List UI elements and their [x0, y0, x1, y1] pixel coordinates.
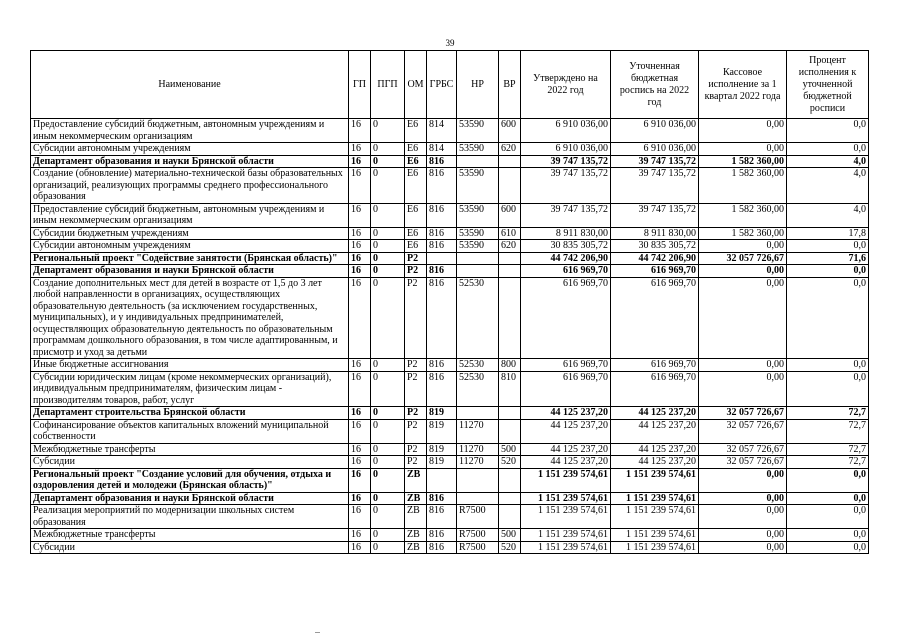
- cell-approved: 1 151 239 574,61: [521, 541, 611, 554]
- cell-name: Субсидии автономным учреждениям: [31, 143, 349, 156]
- table-header-row: [31, 51, 869, 119]
- cell-pp: 0: [371, 227, 405, 240]
- cell-vr: [499, 277, 521, 359]
- cell-gp: 16: [349, 443, 371, 456]
- cell-gp: 16: [349, 155, 371, 168]
- cell-gp: 16: [349, 541, 371, 554]
- cell-refined: 44 125 237,20: [611, 456, 699, 469]
- cell-pp: 0: [371, 203, 405, 227]
- cell-pp: 0: [371, 443, 405, 456]
- header-name: Наименование: [31, 51, 349, 119]
- cell-om: P2: [405, 456, 427, 469]
- cell-cash: 0,00: [699, 143, 787, 156]
- cell-name: Региональный проект "Содействие занятости (Брянская область)": [31, 252, 349, 265]
- cell-percent: 0,0: [787, 119, 869, 143]
- cell-np: [457, 407, 499, 420]
- cell-vr: [499, 468, 521, 492]
- cell-refined: 44 125 237,20: [611, 419, 699, 443]
- cell-grbs: 819: [427, 419, 457, 443]
- cell-vr: 610: [499, 227, 521, 240]
- cell-gp: 16: [349, 240, 371, 253]
- cell-percent: 0,0: [787, 505, 869, 529]
- cell-refined: 1 151 239 574,61: [611, 505, 699, 529]
- cell-om: E6: [405, 155, 427, 168]
- cell-approved: 6 910 036,00: [521, 143, 611, 156]
- cell-percent: 0,0: [787, 371, 869, 407]
- cell-om: P2: [405, 265, 427, 278]
- cell-vr: 600: [499, 203, 521, 227]
- cell-om: E6: [405, 168, 427, 204]
- cell-cash: 0,00: [699, 265, 787, 278]
- cell-gp: 16: [349, 168, 371, 204]
- cell-grbs: 819: [427, 407, 457, 420]
- cell-cash: 1 582 360,00: [699, 203, 787, 227]
- cell-name: Региональный проект "Создание условий для обучения, отдыха и оздоровления детей и молодежи (Брянская область)": [31, 468, 349, 492]
- cell-om: ZB: [405, 492, 427, 505]
- cell-vr: [499, 492, 521, 505]
- cell-pp: 0: [371, 265, 405, 278]
- cell-vr: 600: [499, 119, 521, 143]
- cell-vr: [499, 168, 521, 204]
- cell-pp: 0: [371, 529, 405, 542]
- table-row: [31, 456, 869, 469]
- cell-pp: 0: [371, 371, 405, 407]
- cell-approved: 39 747 135,72: [521, 203, 611, 227]
- cell-name: Реализация мероприятий по модернизации школьных систем образования: [31, 505, 349, 529]
- cell-grbs: 816: [427, 155, 457, 168]
- cell-approved: 1 151 239 574,61: [521, 468, 611, 492]
- cell-gp: 16: [349, 119, 371, 143]
- table-row: [31, 155, 869, 168]
- table-row: [31, 168, 869, 204]
- cell-refined: 1 151 239 574,61: [611, 529, 699, 542]
- cell-grbs: 816: [427, 529, 457, 542]
- header-np: НР: [457, 51, 499, 119]
- cell-np: [457, 468, 499, 492]
- cell-refined: 616 969,70: [611, 371, 699, 407]
- cell-grbs: 816: [427, 240, 457, 253]
- cell-name: Софинансирование объектов капитальных вложений муниципальной собственности: [31, 419, 349, 443]
- cell-om: E6: [405, 203, 427, 227]
- cell-refined: 39 747 135,72: [611, 203, 699, 227]
- cell-percent: 0,0: [787, 359, 869, 372]
- cell-np: 11270: [457, 419, 499, 443]
- cell-np: 52530: [457, 277, 499, 359]
- header-approved: Утверждено на 2022 год: [521, 51, 611, 119]
- cell-percent: 72,7: [787, 456, 869, 469]
- cell-om: ZB: [405, 505, 427, 529]
- cell-cash: 0,00: [699, 505, 787, 529]
- cell-percent: 0,0: [787, 468, 869, 492]
- cell-om: E6: [405, 240, 427, 253]
- cell-pp: 0: [371, 277, 405, 359]
- cell-name: Иные бюджетные ассигнования: [31, 359, 349, 372]
- cell-name: Департамент строительства Брянской области: [31, 407, 349, 420]
- cell-name: Субсидии бюджетным учреждениям: [31, 227, 349, 240]
- cell-refined: 1 151 239 574,61: [611, 468, 699, 492]
- page-number: 39: [445, 38, 455, 48]
- table-row: [31, 443, 869, 456]
- cell-percent: 0,0: [787, 492, 869, 505]
- cell-grbs: 816: [427, 359, 457, 372]
- cell-np: 52530: [457, 359, 499, 372]
- cell-name: Субсидии юридическим лицам (кроме некоммерческих организаций), индивидуальным предпринимателям, физическим лицам - производителям товаров, работ, услуг: [31, 371, 349, 407]
- cell-om: P2: [405, 407, 427, 420]
- cell-cash: 32 057 726,67: [699, 443, 787, 456]
- cell-name: Субсидии автономным учреждениям: [31, 240, 349, 253]
- header-cash: Кассовое исполнение за 1 квартал 2022 года: [699, 51, 787, 119]
- cell-percent: 0,0: [787, 240, 869, 253]
- cell-name: Межбюджетные трансферты: [31, 443, 349, 456]
- cell-vr: [499, 265, 521, 278]
- cell-cash: 0,00: [699, 492, 787, 505]
- cell-grbs: 816: [427, 505, 457, 529]
- cell-vr: [499, 419, 521, 443]
- cell-gp: 16: [349, 227, 371, 240]
- cell-name: Межбюджетные трансферты: [31, 529, 349, 542]
- cell-pp: 0: [371, 359, 405, 372]
- cell-percent: 71,6: [787, 252, 869, 265]
- cell-gp: 16: [349, 265, 371, 278]
- cell-cash: 1 582 360,00: [699, 227, 787, 240]
- cell-approved: 1 151 239 574,61: [521, 505, 611, 529]
- header-vr: ВР: [499, 51, 521, 119]
- cell-pp: 0: [371, 143, 405, 156]
- cell-grbs: 816: [427, 371, 457, 407]
- cell-name: Предоставление субсидий бюджетным, автономным учреждениям и иным некоммерческим организациям: [31, 203, 349, 227]
- header-refined: Уточненная бюджетная роспись на 2022 год: [611, 51, 699, 119]
- cell-approved: 6 910 036,00: [521, 119, 611, 143]
- cell-vr: [499, 155, 521, 168]
- cell-om: E6: [405, 143, 427, 156]
- cell-approved: 44 742 206,90: [521, 252, 611, 265]
- cell-gp: 16: [349, 529, 371, 542]
- cell-percent: 72,7: [787, 407, 869, 420]
- cell-np: 53590: [457, 119, 499, 143]
- cell-approved: 39 747 135,72: [521, 168, 611, 204]
- cell-gp: 16: [349, 419, 371, 443]
- cell-approved: 44 125 237,20: [521, 456, 611, 469]
- cell-name: Создание (обновление) материально-технической базы образовательных организаций, реализующих программы среднего профессионального образования: [31, 168, 349, 204]
- cell-percent: 0,0: [787, 143, 869, 156]
- cell-refined: 44 125 237,20: [611, 443, 699, 456]
- cell-grbs: 816: [427, 492, 457, 505]
- cell-vr: 620: [499, 240, 521, 253]
- cell-cash: 0,00: [699, 277, 787, 359]
- cell-om: P2: [405, 419, 427, 443]
- cell-percent: 4,0: [787, 203, 869, 227]
- cell-pp: 0: [371, 168, 405, 204]
- cell-refined: 30 835 305,72: [611, 240, 699, 253]
- cell-grbs: 814: [427, 143, 457, 156]
- cell-pp: 0: [371, 119, 405, 143]
- cell-np: 53590: [457, 227, 499, 240]
- cell-gp: 16: [349, 456, 371, 469]
- cell-np: 11270: [457, 443, 499, 456]
- cell-refined: 39 747 135,72: [611, 168, 699, 204]
- cell-gp: 16: [349, 371, 371, 407]
- table-row: [31, 359, 869, 372]
- cell-vr: 620: [499, 143, 521, 156]
- cell-percent: 4,0: [787, 155, 869, 168]
- cell-gp: 16: [349, 492, 371, 505]
- cell-cash: 32 057 726,67: [699, 407, 787, 420]
- cell-np: 53590: [457, 168, 499, 204]
- cell-pp: 0: [371, 407, 405, 420]
- cell-approved: 616 969,70: [521, 277, 611, 359]
- cell-grbs: 816: [427, 277, 457, 359]
- cell-approved: 1 151 239 574,61: [521, 492, 611, 505]
- table-row: [31, 505, 869, 529]
- cell-pp: 0: [371, 456, 405, 469]
- cell-refined: 6 910 036,00: [611, 119, 699, 143]
- cell-vr: 500: [499, 529, 521, 542]
- scan-mark: [315, 632, 320, 633]
- cell-percent: 0,0: [787, 541, 869, 554]
- table-row: [31, 492, 869, 505]
- cell-np: 53590: [457, 240, 499, 253]
- cell-cash: 32 057 726,67: [699, 419, 787, 443]
- header-percent: Процент исполнения к уточненной бюджетной росписи: [787, 51, 869, 119]
- cell-np: [457, 252, 499, 265]
- cell-approved: 44 125 237,20: [521, 443, 611, 456]
- cell-gp: 16: [349, 143, 371, 156]
- cell-om: ZB: [405, 468, 427, 492]
- header-ppgp: ПГП: [371, 51, 405, 119]
- cell-approved: 39 747 135,72: [521, 155, 611, 168]
- cell-cash: 0,00: [699, 371, 787, 407]
- cell-approved: 616 969,70: [521, 265, 611, 278]
- table-row: [31, 529, 869, 542]
- cell-refined: 616 969,70: [611, 277, 699, 359]
- cell-vr: 500: [499, 443, 521, 456]
- cell-gp: 16: [349, 203, 371, 227]
- cell-om: ZB: [405, 541, 427, 554]
- table-row: [31, 371, 869, 407]
- budget-execution-table: [30, 50, 869, 554]
- cell-grbs: 816: [427, 168, 457, 204]
- cell-np: R7500: [457, 529, 499, 542]
- cell-name: Предоставление субсидий бюджетным, автономным учреждениям и иным некоммерческим организациям: [31, 119, 349, 143]
- cell-approved: 30 835 305,72: [521, 240, 611, 253]
- cell-refined: 1 151 239 574,61: [611, 492, 699, 505]
- cell-np: 53590: [457, 203, 499, 227]
- cell-grbs: 814: [427, 119, 457, 143]
- cell-refined: 6 910 036,00: [611, 143, 699, 156]
- cell-name: Субсидии: [31, 541, 349, 554]
- cell-pp: 0: [371, 541, 405, 554]
- cell-pp: 0: [371, 155, 405, 168]
- cell-grbs: 816: [427, 265, 457, 278]
- cell-np: [457, 155, 499, 168]
- cell-pp: 0: [371, 252, 405, 265]
- cell-vr: 800: [499, 359, 521, 372]
- cell-approved: 44 125 237,20: [521, 419, 611, 443]
- cell-pp: 0: [371, 492, 405, 505]
- cell-approved: 616 969,70: [521, 371, 611, 407]
- cell-refined: 616 969,70: [611, 265, 699, 278]
- cell-cash: 0,00: [699, 359, 787, 372]
- cell-grbs: 816: [427, 227, 457, 240]
- cell-gp: 16: [349, 407, 371, 420]
- cell-name: Субсидии: [31, 456, 349, 469]
- cell-cash: 0,00: [699, 529, 787, 542]
- cell-grbs: [427, 252, 457, 265]
- cell-pp: 0: [371, 468, 405, 492]
- cell-np: R7500: [457, 541, 499, 554]
- cell-approved: 616 969,70: [521, 359, 611, 372]
- cell-cash: 32 057 726,67: [699, 456, 787, 469]
- cell-pp: 0: [371, 240, 405, 253]
- cell-percent: 17,8: [787, 227, 869, 240]
- cell-vr: 520: [499, 456, 521, 469]
- table-row: [31, 143, 869, 156]
- cell-cash: 1 582 360,00: [699, 155, 787, 168]
- cell-om: P2: [405, 443, 427, 456]
- table-row: [31, 203, 869, 227]
- cell-name: Создание дополнительных мест для детей в возрасте от 1,5 до 3 лет любой направленности в организациях, осуществляющих образовательную деятельность (за исключением государственных, муниципальных), и у индивидуальных предпринимателей, осуществляющих образовательную деятельность по образовательным программам дошкольного образования, в том числе адаптированным, и присмотр и уход за детьми: [31, 277, 349, 359]
- cell-cash: 0,00: [699, 119, 787, 143]
- cell-vr: [499, 407, 521, 420]
- cell-om: P2: [405, 371, 427, 407]
- cell-np: 52530: [457, 371, 499, 407]
- cell-om: P2: [405, 277, 427, 359]
- cell-np: 11270: [457, 456, 499, 469]
- cell-name: Департамент образования и науки Брянской области: [31, 492, 349, 505]
- cell-percent: 72,7: [787, 419, 869, 443]
- cell-om: P2: [405, 359, 427, 372]
- cell-grbs: [427, 468, 457, 492]
- cell-pp: 0: [371, 419, 405, 443]
- header-om: ОМ: [405, 51, 427, 119]
- cell-np: [457, 265, 499, 278]
- cell-percent: 0,0: [787, 529, 869, 542]
- cell-cash: 32 057 726,67: [699, 252, 787, 265]
- cell-refined: 1 151 239 574,61: [611, 541, 699, 554]
- table-row: [31, 407, 869, 420]
- cell-approved: 44 125 237,20: [521, 407, 611, 420]
- header-grbs: ГРБС: [427, 51, 457, 119]
- table-row: [31, 240, 869, 253]
- cell-refined: 616 969,70: [611, 359, 699, 372]
- table-row: [31, 252, 869, 265]
- cell-refined: 44 742 206,90: [611, 252, 699, 265]
- cell-percent: 72,7: [787, 443, 869, 456]
- table-row: [31, 265, 869, 278]
- header-gp: ГП: [349, 51, 371, 119]
- cell-np: 53590: [457, 143, 499, 156]
- cell-name: Департамент образования и науки Брянской области: [31, 265, 349, 278]
- cell-grbs: 816: [427, 541, 457, 554]
- cell-grbs: 816: [427, 203, 457, 227]
- cell-refined: 44 125 237,20: [611, 407, 699, 420]
- table-row: [31, 227, 869, 240]
- cell-name: Департамент образования и науки Брянской области: [31, 155, 349, 168]
- cell-om: E6: [405, 119, 427, 143]
- cell-refined: 8 911 830,00: [611, 227, 699, 240]
- table-row: [31, 119, 869, 143]
- cell-gp: 16: [349, 252, 371, 265]
- cell-om: P2: [405, 252, 427, 265]
- cell-gp: 16: [349, 359, 371, 372]
- cell-vr: [499, 252, 521, 265]
- cell-pp: 0: [371, 505, 405, 529]
- cell-om: ZB: [405, 529, 427, 542]
- table-row: [31, 277, 869, 359]
- cell-np: [457, 492, 499, 505]
- cell-refined: 39 747 135,72: [611, 155, 699, 168]
- cell-vr: 810: [499, 371, 521, 407]
- cell-grbs: 819: [427, 443, 457, 456]
- table-row: [31, 419, 869, 443]
- cell-grbs: 819: [427, 456, 457, 469]
- cell-np: R7500: [457, 505, 499, 529]
- cell-cash: 1 582 360,00: [699, 168, 787, 204]
- cell-om: E6: [405, 227, 427, 240]
- cell-cash: 0,00: [699, 240, 787, 253]
- cell-percent: 4,0: [787, 168, 869, 204]
- cell-gp: 16: [349, 505, 371, 529]
- cell-percent: 0,0: [787, 265, 869, 278]
- cell-cash: 0,00: [699, 541, 787, 554]
- cell-vr: [499, 505, 521, 529]
- cell-gp: 16: [349, 468, 371, 492]
- table-row: [31, 468, 869, 492]
- cell-approved: 8 911 830,00: [521, 227, 611, 240]
- cell-percent: 0,0: [787, 277, 869, 359]
- cell-approved: 1 151 239 574,61: [521, 529, 611, 542]
- table-body: [31, 119, 869, 554]
- cell-gp: 16: [349, 277, 371, 359]
- cell-cash: 0,00: [699, 468, 787, 492]
- table-row: [31, 541, 869, 554]
- cell-vr: 520: [499, 541, 521, 554]
